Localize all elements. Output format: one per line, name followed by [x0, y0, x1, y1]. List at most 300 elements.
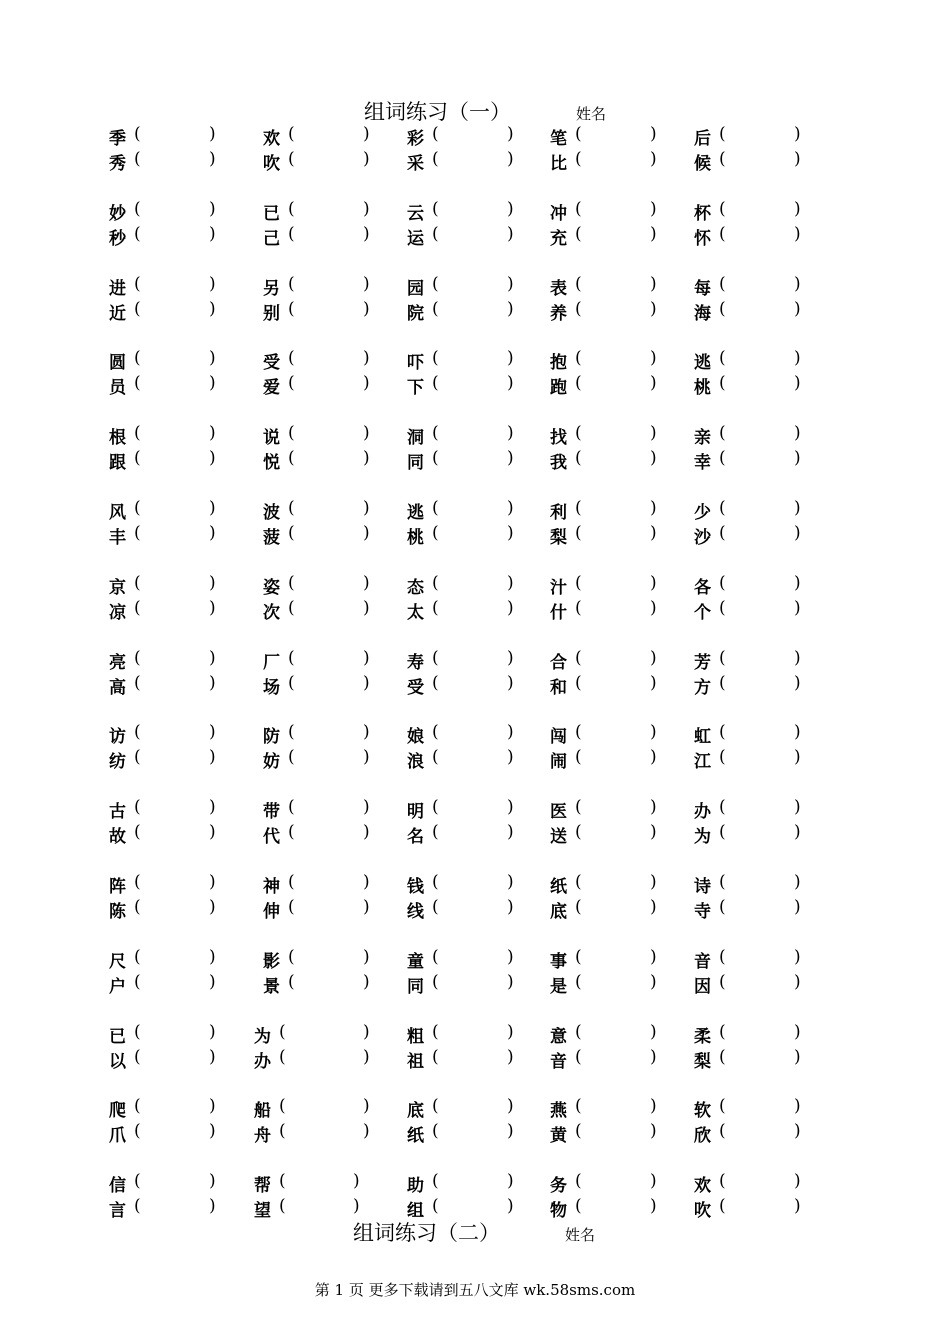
close-paren: ) — [650, 273, 657, 294]
open-paren: ( — [432, 1046, 439, 1067]
close-paren: ) — [650, 872, 657, 892]
target-character: 欢 — [263, 129, 280, 149]
target-character: 幸 — [694, 453, 711, 474]
close-paren: ) — [507, 298, 514, 319]
target-character: 秀 — [109, 154, 126, 174]
worksheet-row — [0, 149, 950, 173]
target-character: 同 — [407, 453, 424, 474]
close-paren: ) — [363, 672, 370, 693]
target-character: 近 — [109, 303, 126, 324]
close-paren: ) — [363, 572, 370, 593]
close-paren: ) — [507, 498, 514, 518]
target-character: 京 — [109, 577, 126, 598]
close-paren: ) — [650, 897, 657, 917]
open-paren: ( — [719, 348, 726, 369]
open-paren: ( — [719, 572, 726, 593]
open-paren: ( — [288, 498, 295, 518]
open-paren: ( — [575, 1196, 582, 1217]
close-paren: ) — [507, 797, 514, 818]
target-character: 冲 — [550, 203, 567, 224]
close-paren: ) — [209, 523, 216, 543]
target-character: 为 — [254, 1026, 271, 1047]
close-paren: ) — [363, 872, 370, 892]
open-paren: ( — [288, 946, 295, 967]
close-paren: ) — [507, 1046, 514, 1067]
open-paren: ( — [719, 672, 726, 693]
close-paren: ) — [650, 822, 657, 843]
close-paren: ) — [507, 572, 514, 593]
open-paren: ( — [719, 124, 726, 144]
close-paren: ) — [794, 1046, 801, 1067]
close-paren: ) — [507, 946, 514, 967]
open-paren: ( — [432, 722, 439, 743]
target-character: 送 — [550, 827, 567, 848]
target-character: 寺 — [694, 902, 711, 922]
open-paren: ( — [134, 897, 141, 917]
open-paren: ( — [432, 897, 439, 917]
close-paren: ) — [507, 1021, 514, 1042]
open-paren: ( — [288, 423, 295, 444]
close-paren: ) — [209, 872, 216, 892]
target-character: 务 — [550, 1176, 567, 1197]
open-paren: ( — [288, 124, 295, 144]
target-character: 同 — [407, 976, 424, 997]
target-character: 伸 — [263, 902, 280, 922]
close-paren: ) — [650, 523, 657, 543]
target-character: 少 — [694, 503, 711, 523]
target-character: 组 — [407, 1201, 424, 1222]
open-paren: ( — [432, 1121, 439, 1142]
open-paren: ( — [134, 298, 141, 319]
close-paren: ) — [650, 373, 657, 394]
target-character: 运 — [407, 228, 424, 249]
target-character: 个 — [694, 602, 711, 623]
target-character: 别 — [263, 303, 280, 324]
open-paren: ( — [719, 1046, 726, 1067]
close-paren: ) — [353, 1171, 360, 1192]
close-paren: ) — [209, 223, 216, 244]
close-paren: ) — [650, 1096, 657, 1117]
target-character: 带 — [263, 802, 280, 823]
close-paren: ) — [794, 298, 801, 319]
worksheet-row — [0, 897, 950, 921]
target-character: 陈 — [109, 902, 126, 922]
target-character: 吓 — [407, 353, 424, 374]
target-character: 影 — [263, 951, 280, 972]
open-paren: ( — [575, 1046, 582, 1067]
target-character: 态 — [407, 577, 424, 598]
close-paren: ) — [507, 1096, 514, 1117]
close-paren: ) — [363, 1096, 370, 1117]
open-paren: ( — [134, 797, 141, 818]
worksheet-title-2: 组词练习（二） — [353, 1221, 500, 1245]
close-paren: ) — [363, 423, 370, 444]
open-paren: ( — [432, 423, 439, 444]
open-paren: ( — [719, 523, 726, 543]
close-paren: ) — [209, 971, 216, 992]
target-character: 阵 — [109, 877, 126, 897]
close-paren: ) — [363, 498, 370, 518]
target-character: 每 — [694, 278, 711, 299]
target-character: 梨 — [694, 1051, 711, 1072]
target-character: 底 — [407, 1101, 424, 1122]
open-paren: ( — [134, 672, 141, 693]
open-paren: ( — [288, 223, 295, 244]
close-paren: ) — [650, 1021, 657, 1042]
target-character: 言 — [109, 1201, 126, 1222]
open-paren: ( — [575, 1121, 582, 1142]
open-paren: ( — [719, 946, 726, 967]
target-character: 彩 — [407, 129, 424, 149]
target-character: 亮 — [109, 652, 126, 673]
name-label-2: 姓名 — [565, 1226, 596, 1244]
target-character: 波 — [263, 503, 280, 523]
target-character: 我 — [550, 453, 567, 474]
close-paren: ) — [650, 1121, 657, 1142]
open-paren: ( — [134, 747, 141, 768]
open-paren: ( — [134, 572, 141, 593]
open-paren: ( — [575, 498, 582, 518]
target-character: 进 — [109, 278, 126, 299]
open-paren: ( — [134, 273, 141, 294]
target-character: 祖 — [407, 1051, 424, 1072]
open-paren: ( — [575, 198, 582, 219]
target-character: 舟 — [254, 1126, 271, 1147]
close-paren: ) — [209, 1121, 216, 1142]
target-character: 黄 — [550, 1126, 567, 1147]
worksheet-row — [0, 299, 950, 323]
close-paren: ) — [507, 124, 514, 144]
close-paren: ) — [650, 672, 657, 693]
open-paren: ( — [575, 822, 582, 843]
worksheet-row — [0, 523, 950, 547]
close-paren: ) — [794, 722, 801, 743]
worksheet-row — [0, 722, 950, 746]
worksheet-row — [0, 1171, 950, 1195]
target-character: 次 — [263, 602, 280, 623]
open-paren: ( — [575, 448, 582, 469]
target-character: 什 — [550, 602, 567, 623]
target-character: 充 — [550, 228, 567, 249]
close-paren: ) — [363, 223, 370, 244]
close-paren: ) — [794, 498, 801, 518]
target-character: 己 — [263, 228, 280, 249]
open-paren: ( — [719, 373, 726, 394]
close-paren: ) — [794, 1196, 801, 1217]
open-paren: ( — [432, 273, 439, 294]
close-paren: ) — [363, 1021, 370, 1042]
target-character: 欣 — [694, 1126, 711, 1147]
close-paren: ) — [209, 298, 216, 319]
target-character: 后 — [694, 129, 711, 149]
target-character: 方 — [694, 677, 711, 698]
open-paren: ( — [719, 223, 726, 244]
close-paren: ) — [650, 722, 657, 743]
target-character: 合 — [550, 652, 567, 673]
open-paren: ( — [432, 149, 439, 169]
open-paren: ( — [134, 946, 141, 967]
target-character: 和 — [550, 677, 567, 698]
target-character: 诗 — [694, 877, 711, 897]
close-paren: ) — [507, 822, 514, 843]
target-character: 芳 — [694, 652, 711, 673]
open-paren: ( — [432, 1021, 439, 1042]
target-character: 景 — [263, 976, 280, 997]
open-paren: ( — [719, 722, 726, 743]
close-paren: ) — [363, 149, 370, 169]
target-character: 说 — [263, 428, 280, 449]
target-character: 以 — [109, 1051, 126, 1072]
target-character: 笔 — [550, 129, 567, 149]
worksheet-row — [0, 423, 950, 447]
target-character: 利 — [550, 503, 567, 523]
close-paren: ) — [650, 797, 657, 818]
close-paren: ) — [794, 897, 801, 917]
close-paren: ) — [209, 1096, 216, 1117]
open-paren: ( — [134, 348, 141, 369]
target-character: 洞 — [407, 428, 424, 449]
close-paren: ) — [794, 273, 801, 294]
open-paren: ( — [288, 647, 295, 668]
close-paren: ) — [650, 1171, 657, 1192]
open-paren: ( — [134, 1021, 141, 1042]
close-paren: ) — [209, 647, 216, 668]
open-paren: ( — [719, 273, 726, 294]
close-paren: ) — [209, 149, 216, 169]
close-paren: ) — [794, 1121, 801, 1142]
open-paren: ( — [279, 1171, 286, 1192]
target-character: 爪 — [109, 1126, 126, 1147]
worksheet-row — [0, 224, 950, 248]
open-paren: ( — [288, 722, 295, 743]
open-paren: ( — [288, 822, 295, 843]
open-paren: ( — [575, 1171, 582, 1192]
target-character: 跟 — [109, 453, 126, 474]
close-paren: ) — [650, 348, 657, 369]
open-paren: ( — [288, 348, 295, 369]
close-paren: ) — [363, 897, 370, 917]
close-paren: ) — [794, 348, 801, 369]
target-character: 纸 — [550, 877, 567, 897]
close-paren: ) — [209, 597, 216, 618]
open-paren: ( — [288, 747, 295, 768]
open-paren: ( — [575, 1096, 582, 1117]
close-paren: ) — [507, 348, 514, 369]
open-paren: ( — [575, 897, 582, 917]
open-paren: ( — [288, 597, 295, 618]
open-paren: ( — [279, 1096, 286, 1117]
target-character: 园 — [407, 278, 424, 299]
open-paren: ( — [288, 797, 295, 818]
target-character: 闯 — [550, 727, 567, 748]
target-character: 桃 — [407, 528, 424, 548]
close-paren: ) — [794, 971, 801, 992]
close-paren: ) — [507, 273, 514, 294]
open-paren: ( — [575, 1021, 582, 1042]
target-character: 助 — [407, 1176, 424, 1197]
close-paren: ) — [363, 597, 370, 618]
open-paren: ( — [575, 572, 582, 593]
target-character: 妙 — [109, 203, 126, 224]
close-paren: ) — [363, 1121, 370, 1142]
target-character: 户 — [109, 976, 126, 997]
open-paren: ( — [719, 149, 726, 169]
open-paren: ( — [288, 198, 295, 219]
open-paren: ( — [575, 149, 582, 169]
close-paren: ) — [507, 647, 514, 668]
worksheet-row — [0, 199, 950, 223]
close-paren: ) — [794, 124, 801, 144]
close-paren: ) — [209, 1171, 216, 1192]
worksheet-row — [0, 498, 950, 522]
open-paren: ( — [288, 672, 295, 693]
close-paren: ) — [209, 448, 216, 469]
close-paren: ) — [507, 872, 514, 892]
target-character: 梨 — [550, 528, 567, 548]
close-paren: ) — [209, 273, 216, 294]
worksheet-row — [0, 124, 950, 148]
target-character: 明 — [407, 802, 424, 823]
target-character: 高 — [109, 677, 126, 698]
close-paren: ) — [209, 1196, 216, 1217]
open-paren: ( — [575, 298, 582, 319]
open-paren: ( — [575, 797, 582, 818]
worksheet-row — [0, 1022, 950, 1046]
close-paren: ) — [650, 597, 657, 618]
worksheet-row — [0, 1047, 950, 1071]
open-paren: ( — [134, 971, 141, 992]
target-character: 养 — [550, 303, 567, 324]
close-paren: ) — [209, 672, 216, 693]
close-paren: ) — [507, 747, 514, 768]
open-paren: ( — [432, 822, 439, 843]
open-paren: ( — [288, 872, 295, 892]
open-paren: ( — [719, 872, 726, 892]
open-paren: ( — [134, 373, 141, 394]
close-paren: ) — [794, 797, 801, 818]
target-character: 为 — [694, 827, 711, 848]
target-character: 比 — [550, 154, 567, 174]
target-character: 帮 — [254, 1176, 271, 1197]
open-paren: ( — [288, 448, 295, 469]
target-character: 办 — [254, 1051, 271, 1072]
open-paren: ( — [719, 198, 726, 219]
target-character: 纺 — [109, 752, 126, 773]
close-paren: ) — [794, 149, 801, 169]
close-paren: ) — [209, 897, 216, 917]
close-paren: ) — [650, 223, 657, 244]
close-paren: ) — [507, 223, 514, 244]
close-paren: ) — [209, 498, 216, 518]
close-paren: ) — [363, 822, 370, 843]
target-character: 浪 — [407, 752, 424, 773]
close-paren: ) — [507, 1196, 514, 1217]
open-paren: ( — [719, 1196, 726, 1217]
open-paren: ( — [575, 722, 582, 743]
open-paren: ( — [432, 872, 439, 892]
open-paren: ( — [134, 597, 141, 618]
target-character: 怀 — [694, 228, 711, 249]
target-character: 代 — [263, 827, 280, 848]
close-paren: ) — [794, 223, 801, 244]
open-paren: ( — [575, 872, 582, 892]
open-paren: ( — [288, 298, 295, 319]
worksheet-row — [0, 872, 950, 896]
open-paren: ( — [279, 1021, 286, 1042]
close-paren: ) — [363, 747, 370, 768]
close-paren: ) — [209, 1046, 216, 1067]
open-paren: ( — [719, 423, 726, 444]
open-paren: ( — [432, 572, 439, 593]
open-paren: ( — [575, 672, 582, 693]
open-paren: ( — [575, 348, 582, 369]
target-character: 秒 — [109, 228, 126, 249]
target-character: 海 — [694, 303, 711, 324]
target-character: 神 — [263, 877, 280, 897]
target-character: 受 — [263, 353, 280, 374]
worksheet-row — [0, 274, 950, 298]
target-character: 找 — [550, 428, 567, 449]
close-paren: ) — [507, 722, 514, 743]
open-paren: ( — [288, 971, 295, 992]
close-paren: ) — [209, 946, 216, 967]
worksheet-row — [0, 797, 950, 821]
close-paren: ) — [209, 1021, 216, 1042]
target-character: 杯 — [694, 203, 711, 224]
close-paren: ) — [507, 448, 514, 469]
target-character: 柔 — [694, 1026, 711, 1047]
close-paren: ) — [794, 1171, 801, 1192]
target-character: 燕 — [550, 1101, 567, 1122]
target-character: 吹 — [694, 1201, 711, 1222]
open-paren: ( — [134, 722, 141, 743]
close-paren: ) — [363, 946, 370, 967]
target-character: 圆 — [109, 353, 126, 374]
open-paren: ( — [719, 1171, 726, 1192]
close-paren: ) — [363, 797, 370, 818]
close-paren: ) — [507, 971, 514, 992]
target-character: 虹 — [694, 727, 711, 748]
target-character: 季 — [109, 129, 126, 149]
target-character: 另 — [263, 278, 280, 299]
open-paren: ( — [432, 797, 439, 818]
open-paren: ( — [432, 647, 439, 668]
close-paren: ) — [650, 572, 657, 593]
open-paren: ( — [432, 348, 439, 369]
close-paren: ) — [507, 149, 514, 169]
worksheet-row — [0, 822, 950, 846]
target-character: 音 — [694, 951, 711, 972]
target-character: 因 — [694, 976, 711, 997]
target-character: 是 — [550, 976, 567, 997]
close-paren: ) — [650, 1196, 657, 1217]
open-paren: ( — [134, 149, 141, 169]
close-paren: ) — [209, 797, 216, 818]
target-character: 信 — [109, 1176, 126, 1197]
target-character: 候 — [694, 154, 711, 174]
open-paren: ( — [719, 971, 726, 992]
target-character: 已 — [263, 203, 280, 224]
worksheet-row — [0, 598, 950, 622]
page-footer: 第 1 页 更多下载请到五八文库 wk.58sms.com — [314, 1281, 636, 1299]
target-character: 娘 — [407, 727, 424, 748]
close-paren: ) — [209, 373, 216, 394]
open-paren: ( — [719, 1121, 726, 1142]
close-paren: ) — [363, 124, 370, 144]
open-paren: ( — [719, 597, 726, 618]
close-paren: ) — [650, 124, 657, 144]
target-character: 跑 — [550, 378, 567, 399]
